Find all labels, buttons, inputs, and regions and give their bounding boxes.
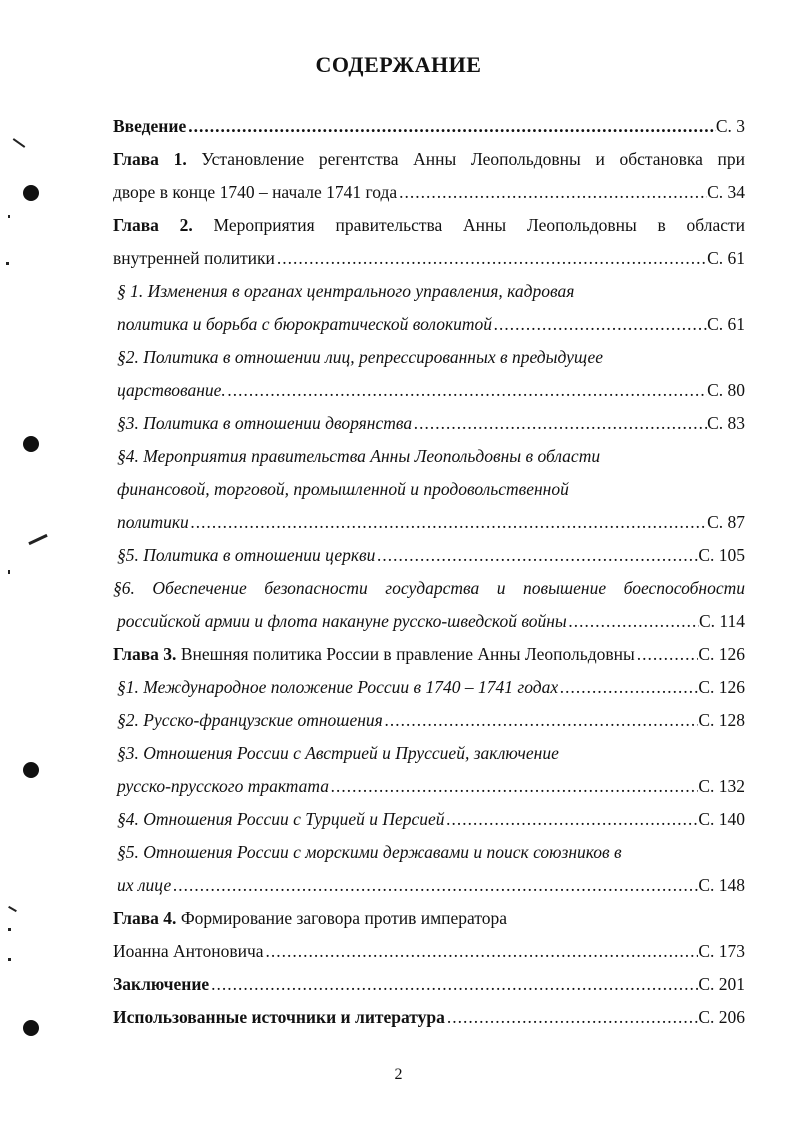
entry-page: С. 87 [707, 512, 745, 532]
table-of-contents [113, 110, 745, 1034]
leader-dots [329, 770, 698, 803]
entry-page: С. 126 [698, 644, 745, 664]
leader-dots [635, 638, 699, 671]
entry-label: царствование. [117, 380, 226, 400]
toc-entry-ch2-s4[interactable] [113, 440, 745, 473]
toc-entry-ch3-s5-cont[interactable] [113, 869, 745, 902]
scan-artifact [8, 906, 17, 912]
entry-label: Формирование заговора против императора [180, 908, 508, 928]
entry-label: §3. Политика в отношении дворянства [117, 413, 413, 433]
leader-dots [492, 308, 707, 341]
entry-label: §4. Отношения России с Турцией и Персией [117, 809, 445, 829]
entry-label: политики [117, 512, 189, 532]
toc-entry-ch3-s1[interactable] [113, 671, 745, 704]
toc-entry-ch2-s6[interactable] [113, 572, 745, 605]
entry-label: политика и борьба с бюрократической волокитой [117, 314, 493, 334]
leader-dots [412, 407, 707, 440]
entry-label: их лице [117, 875, 172, 895]
toc-entry-chapter-1[interactable] [113, 143, 745, 176]
binder-hole-mark [23, 185, 39, 201]
leader-dots [567, 605, 699, 638]
leader-dots [397, 176, 707, 209]
page-number: 2 [394, 1066, 403, 1083]
entry-label: Мероприятия правительства Анны Леопольдовны в области [213, 215, 746, 235]
entry-page: С. 206 [698, 1007, 745, 1027]
scan-artifact [13, 138, 26, 148]
entry-page: С. 128 [698, 710, 745, 730]
entry-label: Установление регентства Анны Леопольдовны и обстановка при [201, 149, 745, 169]
toc-entry-ch3-s3[interactable] [113, 737, 745, 770]
entry-label: внутренней политики [113, 248, 275, 268]
toc-entry-ch2-s1[interactable] [113, 275, 745, 308]
toc-entry-ch2-s5[interactable] [113, 539, 745, 572]
leader-dots [189, 506, 707, 539]
entry-label: Введение [113, 116, 187, 136]
scan-artifact [8, 958, 11, 961]
entry-label: Внешняя политика России в правление Анны Леопольдовны [180, 644, 635, 664]
toc-entry-conclusion[interactable] [113, 968, 745, 1001]
binder-hole-mark [23, 1020, 39, 1036]
toc-entry-ch2-s2[interactable] [113, 341, 745, 374]
toc-entry-ch2-s3[interactable] [113, 407, 745, 440]
leader-dots [445, 1001, 698, 1034]
toc-entry-sources[interactable] [113, 1001, 745, 1034]
entry-page: С. 80 [707, 380, 745, 400]
entry-label: Иоанна Антоновича [113, 941, 264, 961]
toc-entry-ch2-s4-cont2[interactable] [113, 506, 745, 539]
leader-dots [375, 539, 698, 572]
entry-page: С. 148 [698, 875, 745, 895]
toc-entry-chapter-2[interactable] [113, 209, 745, 242]
toc-entry-ch2-s1-cont[interactable] [113, 308, 745, 341]
toc-entry-ch3-s2[interactable] [113, 704, 745, 737]
entry-label: §3. Отношения России с Австрией и Пруссией, заключение [117, 743, 559, 763]
entry-page: С. 3 [715, 116, 745, 136]
scan-artifact [8, 570, 10, 574]
entry-label: § 1. Изменения в органах центрального управления, кадровая [117, 281, 575, 301]
leader-dots [445, 803, 699, 836]
leader-dots [558, 671, 698, 704]
leader-dots [171, 869, 698, 902]
toc-entry-chapter-2-cont[interactable] [113, 242, 745, 275]
chapter-number: Глава 1. [113, 149, 187, 169]
scan-artifact [6, 262, 9, 265]
entry-label: §2. Политика в отношении лиц, репрессированных в предыдущее [117, 347, 604, 367]
entry-page: С. 126 [698, 677, 745, 697]
entry-label: §5. Отношения России с морскими державами и поиск союзников в [117, 842, 622, 862]
leader-dots [186, 110, 716, 143]
entry-page: С. 61 [707, 314, 745, 334]
entry-label: дворе в конце 1740 – начале 1741 года [113, 182, 398, 202]
toc-entry-ch2-s2-cont[interactable] [113, 374, 745, 407]
entry-page: С. 83 [707, 413, 745, 433]
entry-label: §4. Мероприятия правительства Анны Леопольдовны в области [117, 446, 601, 466]
entry-label: российской армии и флота накануне русско-шведской войны [117, 611, 567, 631]
entry-page: С. 201 [698, 974, 745, 994]
binder-hole-mark [23, 762, 39, 778]
entry-label: §6. Обеспечение безопасности государства и повышение боеспособности [113, 578, 745, 598]
entry-page: С. 61 [707, 248, 745, 268]
entry-label: §2. Русско-французские отношения [117, 710, 383, 730]
leader-dots [209, 968, 698, 1001]
entry-label: Заключение [113, 974, 210, 994]
entry-label: финансовой, торговой, промышленной и продовольственной [117, 479, 569, 499]
entry-page: С. 173 [698, 941, 745, 961]
chapter-number: Глава 2. [113, 215, 193, 235]
chapter-number: Глава 3. [113, 644, 177, 664]
entry-label: §1. Международное положение России в 1740 – 1741 годах [117, 677, 559, 697]
leader-dots [275, 242, 707, 275]
entry-label: Использованные источники и литература [113, 1007, 445, 1027]
toc-entry-ch3-s5[interactable] [113, 836, 745, 869]
page-title: СОДЕРЖАНИЕ [315, 52, 482, 77]
toc-entry-intro[interactable] [113, 110, 745, 143]
leader-dots [383, 704, 699, 737]
entry-page: С. 114 [698, 611, 745, 631]
toc-entry-ch3-s3-cont[interactable] [113, 770, 745, 803]
leader-dots [264, 935, 699, 968]
entry-page: С. 105 [698, 545, 745, 565]
entry-label: §5. Политика в отношении церкви [117, 545, 376, 565]
toc-entry-ch2-s6-cont[interactable] [113, 605, 745, 638]
entry-label: русско-прусского трактата [117, 776, 330, 796]
scan-artifact [8, 928, 11, 931]
toc-entry-ch2-s4-cont[interactable] [113, 473, 745, 506]
entry-page: С. 140 [698, 809, 745, 829]
entry-page: С. 34 [707, 182, 745, 202]
toc-entry-chapter-4-cont[interactable] [113, 935, 745, 968]
toc-entry-chapter-1-cont[interactable] [113, 176, 745, 209]
toc-entry-chapter-3[interactable] [113, 638, 745, 671]
binder-hole-mark [23, 436, 39, 452]
toc-entry-chapter-4[interactable] [113, 902, 745, 935]
scan-artifact [8, 215, 10, 218]
chapter-number: Глава 4. [113, 908, 177, 928]
leader-dots [226, 374, 707, 407]
scan-artifact [28, 534, 47, 545]
entry-page: С. 132 [698, 776, 745, 796]
toc-entry-ch3-s4[interactable] [113, 803, 745, 836]
